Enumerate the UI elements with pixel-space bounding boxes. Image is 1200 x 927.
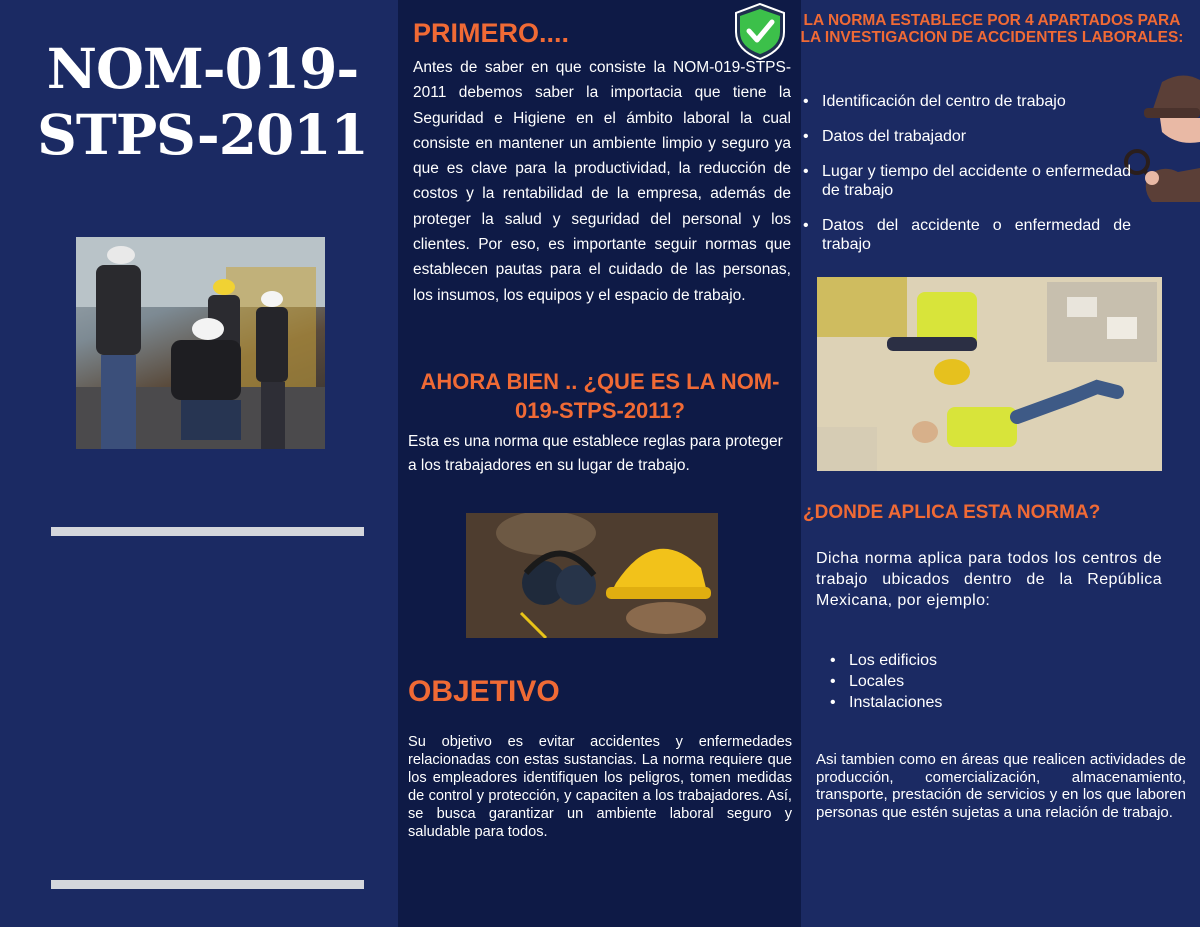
- heading-objetivo: OBJETIVO: [408, 675, 560, 708]
- apartados-list: [801, 92, 1131, 270]
- ambito-aplicacion-text: Asi tambien como en áreas que realicen actividades de producción, comercialización, almacenamiento, transporte, prestación de servicios y en los que laboren personas que estén sujetas a una relación de trabajo.: [816, 751, 1186, 821]
- list-item: • Locales: [828, 671, 1028, 692]
- objetivo-text: Su objetivo es evitar accidentes y enfermedades relacionadas con estas sustancias. La norma requiere que los empleadores identifiquen los peligros, tomen medidas de control y protección, y capaciten a los trabajadores. Así, se busca garantizar un ambiente laboral seguro y saludable para todos.: [408, 734, 792, 841]
- safety-gear-photo: [466, 513, 718, 638]
- workers-inspection-photo: [76, 237, 325, 449]
- donde-aplica-text: Dicha norma aplica para todos los centros de trabajo ubicados dentro de la República Mexicana, por ejemplo:: [816, 550, 1162, 609]
- divider-bar: [51, 527, 364, 536]
- brochure-title: NOM-019-STPS-2011: [37, 36, 368, 167]
- accident-scene-photo: [817, 277, 1162, 471]
- lugares-list: [828, 650, 1028, 713]
- list-item: • Lugar y tiempo del accidente o enfermedad de trabajo: [801, 162, 1131, 200]
- list-item: • Los edificios: [828, 650, 1028, 671]
- shield-check-icon: [731, 2, 789, 60]
- detective-icon: [1122, 72, 1200, 202]
- list-item: • Identificación del centro de trabajo: [801, 92, 1131, 111]
- list-item: • Instalaciones: [828, 692, 1028, 713]
- heading-primero: PRIMERO....: [413, 18, 570, 48]
- primero-text: Antes de saber en que consiste la NOM-019-STPS-2011 debemos saber la importacia que tiene la Seguridad e Higiene en el ámbito laboral la cual consiste en mantener un ambiente limpio y seguro ya que es clave para la productividad, la reducción de costos y la rentabilidad de la empresa, además de proteger la salud y seguridad del personal y los clientes. Por eso, es importante seguir normas que establecen pautas para el cuidado de las personas, los insumos, los equipos y el espacio de trabajo.: [413, 59, 791, 304]
- ahora-bien-text: Esta es una norma que establece reglas para proteger a los trabajadores en su lugar de trabajo.: [408, 433, 783, 474]
- heading-donde-aplica: ¿DONDE APLICA ESTA NORMA?: [803, 502, 1101, 523]
- list-item: • Datos del accidente o enfermedad de trabajo: [801, 216, 1131, 254]
- heading-norma-apartados: LA NORMA ESTABLECE POR 4 APARTADOS PARA LA INVESTIGACION DE ACCIDENTES LABORALES:: [800, 12, 1184, 46]
- list-item: • Datos del trabajador: [801, 127, 1131, 146]
- heading-ahora-bien: AHORA BIEN .. ¿QUE ES LA NOM-019-STPS-2011?: [420, 369, 780, 423]
- divider-bar: [51, 880, 364, 889]
